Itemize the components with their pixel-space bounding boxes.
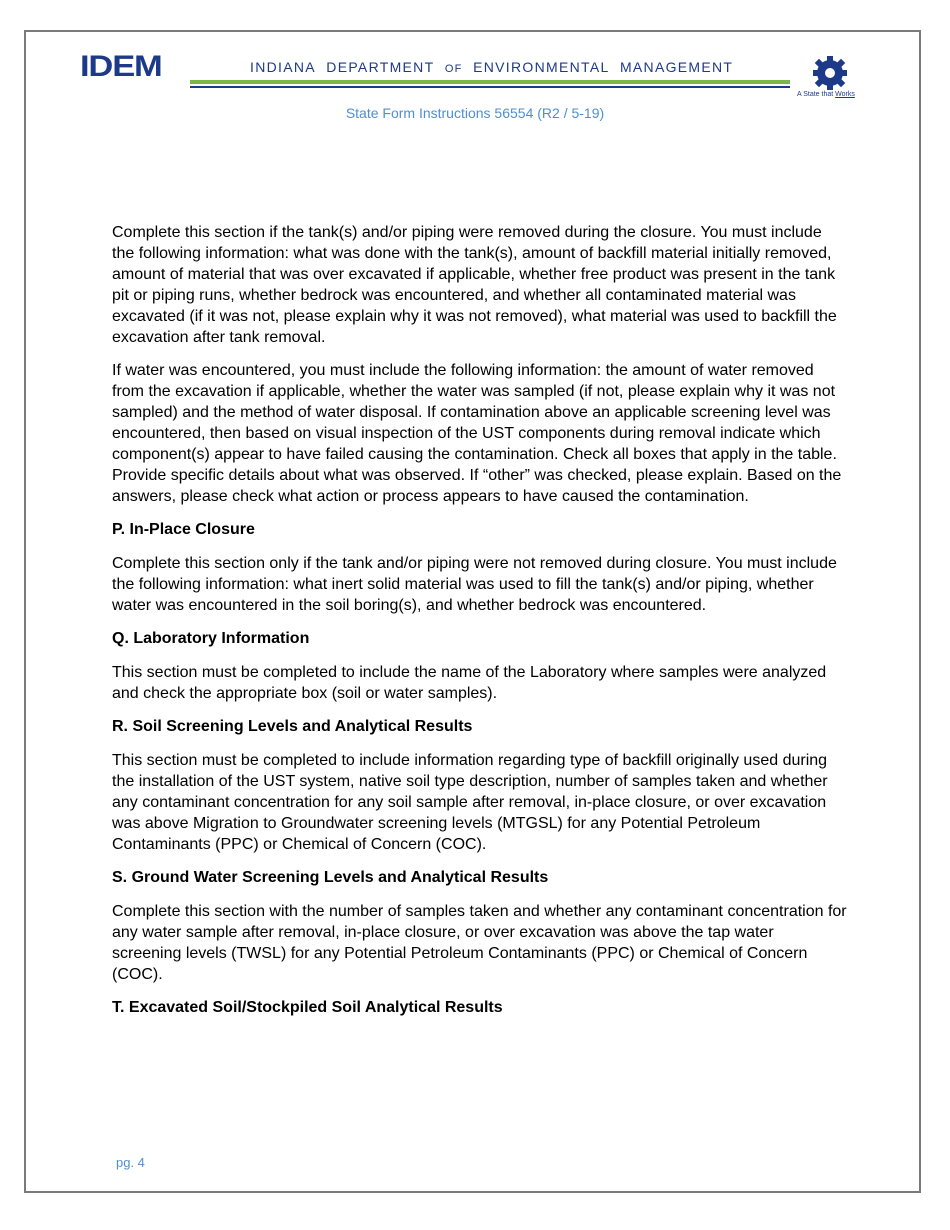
seal-caption-link: Works [835,91,855,98]
paragraph: This section must be completed to include the name of the Laboratory where samples were analyzed and check the appropriate box (soil or water samples). [112,664,827,702]
dept-word: MANAGEMENT [619,59,734,75]
idem-logo: IDEM [80,50,162,83]
seal-caption-prefix: A State that [797,91,836,98]
seal-caption [797,91,855,98]
dept-word: INDIANA [250,59,316,75]
section-heading: S. Ground Water Screening Levels and Analytical Results [112,869,549,886]
section-heading: T. Excavated Soil/Stockpiled Soil Analytical Results [112,999,503,1016]
paragraph: Complete this section if the tank(s) and/or piping were removed during the closure. You must include the following information: what was done with the tank(s), amount of backfill material initially removed, amount of material that was over excavated if applicable, whether free product was present in the tank pit or piping runs, whether bedrock was encountered, and whether all contaminated material was excavated (if it was not, please explain why it was not removed), what material was used to backfill the excavation after tank removal. [112,224,837,346]
header-rule-green [190,80,790,84]
paragraph: Complete this section only if the tank and/or piping were not removed during closure. You must include the following information: what inert solid material was used to fill the tank(s) and/or piping, whether water was encountered in the soil boring(s), and whether bedrock was encountered. [112,555,837,614]
header-rule-blue [190,86,790,88]
dept-word: OF [444,63,463,75]
paragraph: Complete this section with the number of samples taken and whether any contaminant concentration for any water sample after removal, in-place closure, or over excavation was above the tap water screening levels (TWSL) for any Potential Petroleum Contaminants (PPC) or Chemical of Concern (COC). [112,903,847,983]
section-heading: R. Soil Screening Levels and Analytical Results [112,718,473,735]
instructions-content [112,222,847,1031]
page-number: pg. 4 [116,1155,145,1170]
paragraph: If water was encountered, you must include the following information: the amount of water removed from the excavation if applicable, whether the water was sampled (if not, please explain why it was not sampled) and the method of water disposal. If contamination above an applicable screening level was encountered, then based on visual inspection of the UST components during removal indicate which component(s) appear to have failed causing the contamination. Check all boxes that apply in the table. Provide specific details about what was observed. If “other” was checked, please explain. Based on the answers, please check what action or process appears to have caused the contamination. [112,362,842,505]
dept-word: ENVIRONMENTAL [473,59,610,75]
section-heading: P. In-Place Closure [112,521,255,538]
section-heading: Q. Laboratory Information [112,630,310,647]
form-subtitle: State Form Instructions 56554 (R2 / 5-19) [345,105,605,121]
dept-word: DEPARTMENT [326,59,435,75]
department-name [250,59,733,75]
paragraph: This section must be completed to include information regarding type of backfill originally used during the installation of the UST system, native soil type description, number of samples taken and whether any contaminant concentration for any soil sample after removal, in-place closure, or over excavation was above Migration to Groundwater screening levels (MTGSL) for any Potential Petroleum Contaminants (PPC) or Chemical of Concern (COC). [112,752,828,853]
